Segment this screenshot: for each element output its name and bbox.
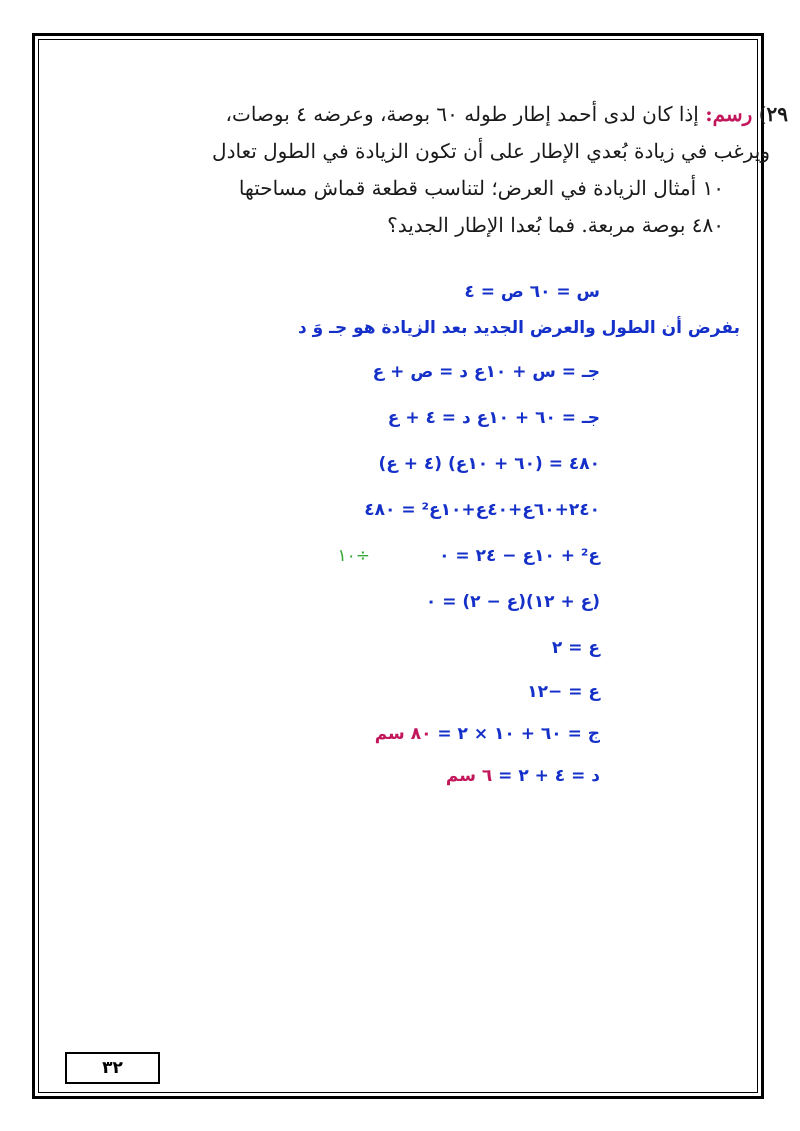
equation-7: ع = ٢: [551, 638, 600, 658]
problem-tag: رسم:: [705, 102, 753, 126]
equation-1: جـ = س + ١٠ع د = ص + ع: [372, 362, 600, 382]
equation-8: ع = −١٢: [527, 682, 600, 702]
equation-9-lhs: ج = ٦٠ + ١٠ × ٢ =: [437, 724, 600, 744]
problem-line-2: ويرغب في زيادة بُعدي الإطار على أن تكون الزيادة في الطول تعادل: [212, 139, 770, 163]
equation-10-result: ٦ سم: [445, 766, 493, 786]
assumption-line: بفرض أن الطول والعرض الجديد بعد الزيادة هو جـ وَ د: [298, 318, 740, 338]
equation-9-result: ٨٠ سم: [374, 724, 432, 744]
problem-line-3: ١٠ أمثال الزيادة في العرض؛ لتناسب قطعة قماش مساحتها: [238, 176, 724, 200]
equation-9: [375, 724, 600, 744]
equation-10: [446, 766, 600, 786]
problem-line-1: ٢٩) رسم: إذا كان لدى أحمد إطار طوله ٦٠ بوصة، وعرضه ٤ بوصات،: [225, 102, 788, 126]
equation-5-note: ÷١٠: [337, 546, 370, 566]
problem-text-1: إذا كان لدى أحمد إطار طوله ٦٠ بوصة، وعرضه ٤ بوصات،: [225, 102, 699, 126]
equation-5: ع² + ١٠ع − ٢٤ = ٠: [439, 546, 600, 566]
problem-line-4: ٤٨٠ بوصة مربعة. فما بُعدا الإطار الجديد؟: [387, 213, 724, 237]
equation-10-lhs: د = ٤ + ٢ =: [498, 766, 600, 786]
page-number-box: [65, 1052, 160, 1084]
equation-2: جـ = ٦٠ + ١٠ع د = ٤ + ع: [387, 408, 600, 428]
problem-number: ٢٩: [766, 102, 788, 126]
equation-4: ٢٤٠+٦٠ع+٤٠ع+١٠ع² = ٤٨٠: [364, 500, 600, 520]
equation-6: (ع + ١٢)(ع − ٢) = ٠: [425, 592, 600, 612]
given-values: س = ٦٠ ص = ٤: [464, 282, 600, 302]
equation-3: ٤٨٠ = (٦٠ + ١٠ع) (٤ + ع): [378, 454, 600, 474]
page-number: ٣٢: [102, 1058, 123, 1078]
problem-statement: [128, 96, 788, 244]
